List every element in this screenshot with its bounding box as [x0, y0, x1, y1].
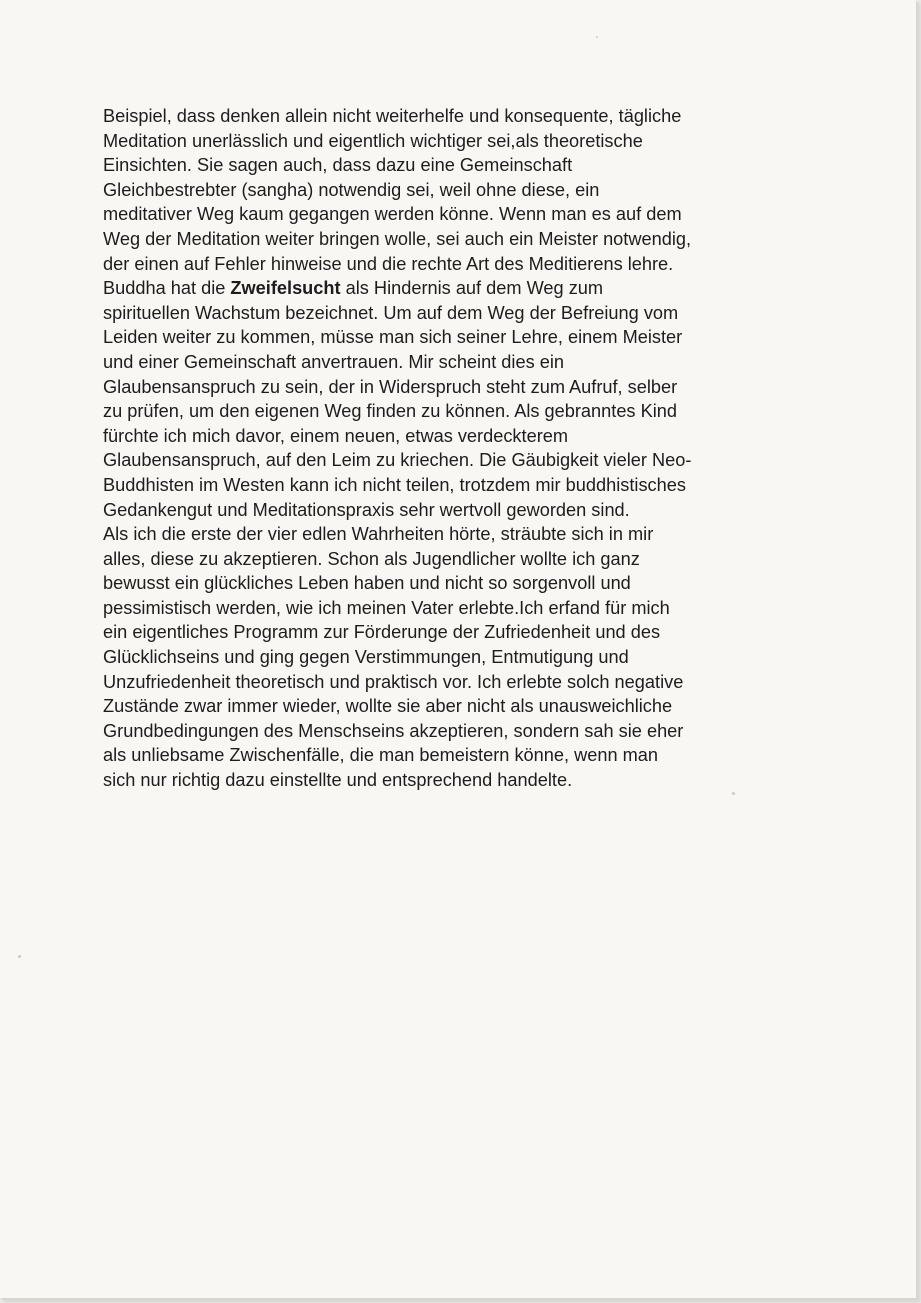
text-line: der einen auf Fehler hinweise und die rechte Art des Meditierens lehre.: [103, 253, 674, 274]
paper-speck: [596, 36, 598, 38]
text-line: Glaubensanspruch, auf den Leim zu kriechen. Die Gäubigkeit vieler Neo-: [103, 450, 692, 471]
text-line: meditativer Weg kaum gegangen werden könne. Wenn man es auf dem: [103, 204, 682, 225]
text-line: bewusst ein glückliches Leben haben und nicht so sorgenvoll und: [103, 573, 631, 594]
text-fragment: Buddha hat die: [103, 278, 231, 299]
text-line: spirituellen Wachstum bezeichnet. Um auf dem Weg der Befreiung vom: [103, 302, 679, 323]
text-line: Zustände zwar immer wieder, wollte sie aber nicht als unausweichliche: [103, 696, 673, 717]
text-line: Einsichten. Sie sagen auch, dass dazu eine Gemeinschaft: [103, 155, 573, 176]
text-line: als unliebsame Zwischenfälle, die man bemeistern könne, wenn man: [103, 745, 659, 766]
text-line: Gedankengut und Meditationspraxis sehr wertvoll geworden sind.: [103, 499, 630, 520]
text-line: ein eigentliches Programm zur Förderunge der Zufriedenheit und des: [103, 622, 661, 643]
text-line: Als ich die erste der vier edlen Wahrheiten hörte, sträubte sich in mir: [103, 524, 654, 545]
text-line: pessimistisch werden, wie ich meinen Vater erlebte.Ich erfand für mich: [103, 597, 670, 618]
text-line: [103, 276, 818, 301]
text-line: zu prüfen, um den eigenen Weg finden zu können. Als gebranntes Kind: [103, 401, 677, 422]
text-line: Meditation unerlässlich und eigentlich wichtiger sei,als theoretische: [103, 130, 643, 151]
text-line: Glücklichseins und ging gegen Verstimmungen, Entmutigung und: [103, 647, 629, 668]
text-line: Glaubensanspruch zu sein, der in Widerspruch steht zum Aufruf, selber: [103, 376, 678, 397]
text-line: fürchte ich mich davor, einem neuen, etwas verdeckterem: [103, 425, 569, 446]
text-line: sich nur richtig dazu einstellte und entsprechend handelte.: [103, 770, 573, 791]
text-line: Beispiel, dass denken allein nicht weiterhelfe und konsequente, tägliche: [103, 106, 682, 126]
text-fragment: als Hindernis auf dem Weg zum: [340, 278, 604, 299]
emphasized-term: Zweifelsucht: [230, 278, 341, 299]
body-text: [103, 104, 818, 793]
text-line: und einer Gemeinschaft anvertrauen. Mir scheint dies ein: [103, 351, 564, 372]
text-line: alles, diese zu akzeptieren. Schon als Jugendlicher wollte ich ganz: [103, 548, 640, 569]
text-line: Gleichbestrebter (sangha) notwendig sei, weil ohne diese, ein: [103, 179, 600, 200]
paper-speck: [732, 792, 735, 795]
text-line: Unzufriedenheit theoretisch und praktisch vor. Ich erlebte solch negative: [103, 671, 684, 692]
text-line: Grundbedingungen des Menschseins akzeptieren, sondern sah sie eher: [103, 720, 684, 741]
text-line: Leiden weiter zu kommen, müsse man sich seiner Lehre, einem Meister: [103, 327, 683, 348]
text-line: Buddhisten im Westen kann ich nicht teilen, trotzdem mir buddhistisches: [103, 474, 686, 495]
paper-speck: [18, 955, 21, 958]
text-line: Weg der Meditation weiter bringen wolle, sei auch ein Meister notwendig,: [103, 228, 692, 249]
